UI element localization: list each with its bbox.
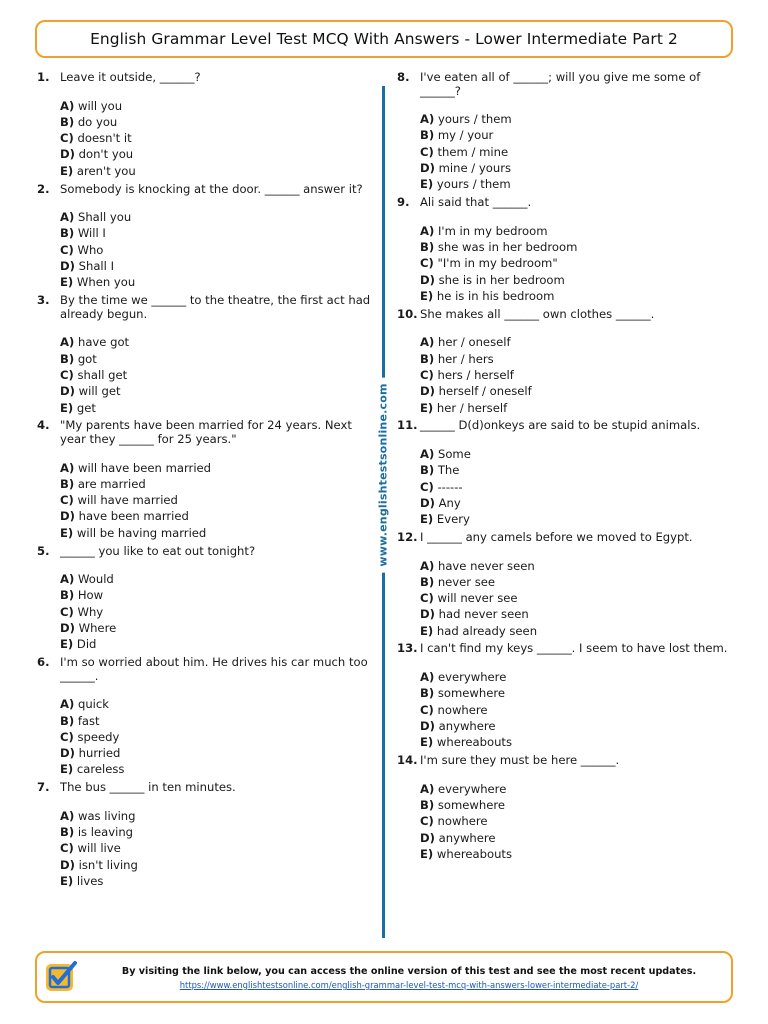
answer-option xyxy=(60,492,377,508)
answer-option xyxy=(60,460,377,476)
option-text: Shall you xyxy=(77,210,132,225)
answer-option xyxy=(420,702,737,718)
option-text: whereabouts xyxy=(436,735,513,750)
answer-option xyxy=(420,623,737,639)
answer-option xyxy=(60,274,377,290)
option-letter: B) xyxy=(420,240,435,255)
question-item xyxy=(37,71,377,179)
option-text: will have been married xyxy=(77,460,212,475)
option-letter: B) xyxy=(420,686,435,701)
option-letter: B) xyxy=(420,128,435,143)
question-header xyxy=(37,545,377,559)
option-letter: D) xyxy=(420,607,435,622)
answer-option xyxy=(60,696,377,712)
footer-box xyxy=(35,951,733,1003)
answer-option xyxy=(420,367,737,383)
option-text: yours / them xyxy=(436,177,511,192)
question-number: 4. xyxy=(37,418,50,433)
option-text: Any xyxy=(438,495,461,510)
option-text: will have married xyxy=(77,493,178,508)
option-text: nowhere xyxy=(437,814,488,829)
option-letter: D) xyxy=(420,272,435,287)
option-letter: D) xyxy=(60,509,75,524)
answer-option xyxy=(420,574,737,590)
watermark-text: www.englishtestsonline.com xyxy=(377,377,390,572)
answer-option xyxy=(60,146,377,162)
question-item xyxy=(397,308,737,416)
footer-text: By visiting the link below, you can access the online version of this test and see the most recent updates. xyxy=(121,966,697,977)
footer-link[interactable]: https://www.englishtestsonline.com/english-grammar-level-test-mcq-with-answers-lower-intermediate-part-2/ xyxy=(179,980,639,990)
answer-options xyxy=(37,696,377,777)
option-letter: A) xyxy=(420,112,435,127)
option-letter: C) xyxy=(60,131,74,146)
option-letter: E) xyxy=(420,177,434,192)
option-letter: B) xyxy=(420,797,435,812)
question-header xyxy=(37,656,377,683)
answer-option xyxy=(60,98,377,114)
answer-option xyxy=(420,160,737,176)
question-number: 14. xyxy=(397,753,418,768)
question-item xyxy=(37,781,377,889)
option-text: fast xyxy=(77,713,100,728)
answer-option xyxy=(420,830,737,846)
option-letter: C) xyxy=(60,604,74,619)
answer-option xyxy=(60,571,377,587)
question-header xyxy=(397,196,737,210)
answer-option xyxy=(420,669,737,685)
option-letter: B) xyxy=(60,476,75,491)
option-text: lives xyxy=(76,874,104,889)
answer-option xyxy=(60,476,377,492)
answer-option xyxy=(60,130,377,146)
question-number: 13. xyxy=(397,641,418,656)
option-text: Some xyxy=(437,446,471,461)
option-letter: C) xyxy=(420,479,434,494)
answer-option xyxy=(420,479,737,495)
answer-option xyxy=(60,367,377,383)
question-header xyxy=(397,71,737,98)
option-text: got xyxy=(77,351,97,366)
answer-option xyxy=(420,223,737,239)
answer-options xyxy=(397,334,737,415)
option-text: yours / them xyxy=(437,112,512,127)
answer-option xyxy=(60,334,377,350)
option-text: Will I xyxy=(77,226,106,241)
option-text: will be having married xyxy=(76,525,207,540)
option-text: will get xyxy=(78,384,121,399)
answer-option xyxy=(60,351,377,367)
question-number: 1. xyxy=(37,70,50,84)
option-letter: E) xyxy=(420,735,434,750)
answer-option xyxy=(60,824,377,840)
question-item xyxy=(37,545,377,653)
answer-option xyxy=(60,873,377,889)
option-letter: A) xyxy=(60,460,75,475)
option-text: get xyxy=(76,400,96,415)
option-letter: A) xyxy=(60,808,75,823)
option-text: I'm in my bedroom xyxy=(437,223,548,238)
option-text: had never seen xyxy=(438,607,529,622)
option-letter: E) xyxy=(420,512,434,527)
question-header xyxy=(37,183,377,197)
answer-option xyxy=(420,685,737,701)
option-letter: C) xyxy=(60,242,74,257)
option-letter: B) xyxy=(420,574,435,589)
option-letter: D) xyxy=(420,161,435,176)
option-letter: D) xyxy=(60,147,75,162)
option-letter: D) xyxy=(420,495,435,510)
question-number: 7. xyxy=(37,780,50,795)
question-text: I can't find my keys ______. I seem to have lost them. xyxy=(420,641,728,656)
option-letter: B) xyxy=(60,114,75,129)
question-header xyxy=(37,71,377,85)
option-letter: C) xyxy=(60,729,74,744)
option-letter: E) xyxy=(60,874,74,889)
option-text: he is in his bedroom xyxy=(436,288,555,303)
answer-option xyxy=(420,383,737,399)
question-item xyxy=(397,531,737,639)
option-letter: C) xyxy=(420,144,434,159)
option-letter: B) xyxy=(420,351,435,366)
answer-option xyxy=(60,258,377,274)
answer-option xyxy=(60,729,377,745)
option-letter: E) xyxy=(60,163,74,178)
option-text: Did xyxy=(76,637,97,652)
option-letter: E) xyxy=(420,846,434,861)
option-text: are married xyxy=(77,476,146,491)
option-text: have never seen xyxy=(437,558,535,573)
option-text: will live xyxy=(77,841,121,856)
option-letter: A) xyxy=(60,335,75,350)
answer-option xyxy=(60,163,377,179)
option-text: anywhere xyxy=(438,718,496,733)
question-text: I ______ any camels before we moved to Egypt. xyxy=(420,529,693,544)
left-question-column xyxy=(37,71,377,893)
answer-options xyxy=(397,446,737,527)
option-text: was living xyxy=(77,808,136,823)
question-item xyxy=(397,71,737,193)
option-text: Who xyxy=(77,242,104,257)
question-item xyxy=(397,419,737,527)
question-number: 10. xyxy=(397,306,418,321)
answer-option xyxy=(420,813,737,829)
option-letter: E) xyxy=(60,525,74,540)
question-item xyxy=(397,754,737,862)
option-letter: A) xyxy=(420,446,435,461)
answer-options xyxy=(37,571,377,652)
option-letter: D) xyxy=(420,830,435,845)
option-text: "I'm in my bedroom" xyxy=(437,256,558,271)
option-text: hers / herself xyxy=(437,367,514,382)
answer-option xyxy=(60,808,377,824)
question-item xyxy=(37,183,377,291)
answer-option xyxy=(60,604,377,620)
answer-option xyxy=(60,525,377,541)
answer-option xyxy=(420,176,737,192)
question-text: Leave it outside, ______? xyxy=(60,70,201,84)
answer-option xyxy=(60,713,377,729)
option-letter: A) xyxy=(60,210,75,225)
option-text: anywhere xyxy=(438,830,496,845)
question-text: ______ D(d)onkeys are said to be stupid animals. xyxy=(420,418,701,433)
option-text: doesn't it xyxy=(77,131,132,146)
option-text: never see xyxy=(437,574,496,589)
question-text: By the time we ______ to the theatre, the first act had already begun. xyxy=(60,293,371,321)
question-number: 8. xyxy=(397,70,410,84)
answer-options xyxy=(37,460,377,541)
option-letter: D) xyxy=(60,620,75,635)
question-header xyxy=(397,308,737,322)
question-text: I'm sure they must be here ______. xyxy=(420,753,620,768)
answer-option xyxy=(60,857,377,873)
option-text: everywhere xyxy=(437,670,507,685)
answer-option xyxy=(420,288,737,304)
answer-option xyxy=(60,587,377,603)
option-letter: D) xyxy=(420,718,435,733)
option-text: shall get xyxy=(77,367,128,382)
question-number: 5. xyxy=(37,543,50,558)
option-letter: B) xyxy=(60,713,75,728)
question-header xyxy=(37,419,377,446)
question-header xyxy=(397,419,737,433)
question-number: 2. xyxy=(37,181,50,196)
question-text: Somebody is knocking at the door. ______ answer it? xyxy=(60,181,363,196)
answer-options xyxy=(37,334,377,415)
answer-option xyxy=(60,761,377,777)
question-text: The bus ______ in ten minutes. xyxy=(60,780,236,795)
option-letter: A) xyxy=(420,781,435,796)
option-letter: B) xyxy=(420,463,435,478)
option-letter: E) xyxy=(60,762,74,777)
question-text: Ali said that ______. xyxy=(420,195,532,210)
option-text: them / mine xyxy=(437,144,509,159)
question-number: 12. xyxy=(397,529,418,544)
answer-option xyxy=(420,781,737,797)
answer-option xyxy=(60,620,377,636)
option-text: speedy xyxy=(77,729,120,744)
answer-option xyxy=(420,111,737,127)
option-letter: D) xyxy=(60,384,75,399)
page-title: English Grammar Level Test MCQ With Answers - Lower Intermediate Part 2 xyxy=(90,30,678,48)
answer-option xyxy=(420,511,737,527)
option-text: everywhere xyxy=(437,781,507,796)
option-letter: D) xyxy=(60,746,75,761)
answer-options xyxy=(397,223,737,304)
option-letter: B) xyxy=(60,226,75,241)
option-text: don't you xyxy=(78,147,134,162)
option-letter: D) xyxy=(420,384,435,399)
option-letter: E) xyxy=(420,623,434,638)
answer-options xyxy=(397,558,737,639)
title-box xyxy=(35,20,733,58)
option-letter: E) xyxy=(420,400,434,415)
option-text: do you xyxy=(77,114,118,129)
question-number: 3. xyxy=(37,293,50,308)
option-text: hurried xyxy=(78,746,121,761)
answer-option xyxy=(60,225,377,241)
answer-option xyxy=(60,242,377,258)
option-text: she was in her bedroom xyxy=(437,240,578,255)
option-text: will never see xyxy=(437,591,518,606)
option-letter: C) xyxy=(60,841,74,856)
answer-option xyxy=(420,558,737,574)
option-text: her / hers xyxy=(437,351,494,366)
option-text: have got xyxy=(77,335,130,350)
answer-option xyxy=(60,209,377,225)
option-text: ------ xyxy=(437,479,463,494)
option-text: Why xyxy=(77,604,104,619)
answer-option xyxy=(420,495,737,511)
answer-option xyxy=(420,462,737,478)
answer-options xyxy=(37,808,377,889)
question-item xyxy=(37,656,377,778)
option-letter: C) xyxy=(420,591,434,606)
answer-option xyxy=(420,334,737,350)
question-text: I'm so worried about him. He drives his car much too ______. xyxy=(60,655,368,683)
answer-option xyxy=(420,351,737,367)
question-header xyxy=(37,781,377,795)
option-text: whereabouts xyxy=(436,846,513,861)
option-letter: C) xyxy=(420,367,434,382)
option-letter: E) xyxy=(60,275,74,290)
answer-option xyxy=(60,745,377,761)
option-letter: D) xyxy=(60,857,75,872)
question-text: "My parents have been married for 24 years. Next year they ______ for 25 years." xyxy=(60,418,352,446)
answer-option xyxy=(420,846,737,862)
option-letter: C) xyxy=(420,814,434,829)
question-item xyxy=(37,294,377,416)
question-text: ______ you like to eat out tonight? xyxy=(60,543,256,558)
answer-option xyxy=(420,400,737,416)
answer-options xyxy=(397,111,737,192)
option-text: aren't you xyxy=(76,163,136,178)
question-item xyxy=(37,419,377,541)
option-letter: B) xyxy=(60,351,75,366)
option-text: somewhere xyxy=(437,797,505,812)
option-text: careless xyxy=(76,762,125,777)
answer-option xyxy=(60,508,377,524)
option-letter: B) xyxy=(60,825,75,840)
option-letter: E) xyxy=(60,637,74,652)
option-letter: A) xyxy=(420,558,435,573)
option-letter: A) xyxy=(420,223,435,238)
option-text: will you xyxy=(77,98,123,113)
answer-option xyxy=(420,144,737,160)
checkbox-icon xyxy=(45,961,77,993)
option-letter: A) xyxy=(420,335,435,350)
answer-option xyxy=(60,636,377,652)
answer-option xyxy=(420,718,737,734)
answer-option xyxy=(420,797,737,813)
option-text: quick xyxy=(77,697,109,712)
question-text: I've eaten all of ______; will you give me some of ______? xyxy=(420,70,701,98)
option-text: had already seen xyxy=(436,623,538,638)
option-text: her / herself xyxy=(436,400,508,415)
option-text: Where xyxy=(78,620,117,635)
question-header xyxy=(37,294,377,321)
option-text: Shall I xyxy=(78,259,114,274)
question-number: 9. xyxy=(397,195,410,210)
option-letter: A) xyxy=(60,572,75,587)
option-letter: B) xyxy=(60,588,75,603)
option-text: The xyxy=(437,463,460,478)
question-number: 11. xyxy=(397,418,418,433)
question-text: She makes all ______ own clothes ______. xyxy=(420,306,655,321)
option-letter: C) xyxy=(420,256,434,271)
option-text: nowhere xyxy=(437,702,488,717)
option-letter: D) xyxy=(60,259,75,274)
answer-option xyxy=(420,606,737,622)
option-letter: A) xyxy=(60,697,75,712)
answer-options xyxy=(37,209,377,290)
answer-options xyxy=(37,98,377,179)
option-text: is leaving xyxy=(77,825,134,840)
question-header xyxy=(397,642,737,656)
answer-option xyxy=(60,840,377,856)
option-letter: E) xyxy=(60,400,74,415)
answer-options xyxy=(397,669,737,750)
option-text: mine / yours xyxy=(438,161,512,176)
answer-option xyxy=(420,446,737,462)
answer-option xyxy=(60,400,377,416)
option-text: have been married xyxy=(78,509,189,524)
option-letter: C) xyxy=(60,367,74,382)
right-question-column xyxy=(397,71,737,866)
question-header xyxy=(397,754,737,768)
answer-option xyxy=(420,255,737,271)
option-text: isn't living xyxy=(78,857,138,872)
option-letter: A) xyxy=(60,98,75,113)
question-item xyxy=(397,642,737,750)
option-text: my / your xyxy=(437,128,494,143)
question-item xyxy=(397,196,737,304)
option-letter: C) xyxy=(60,493,74,508)
option-letter: E) xyxy=(420,288,434,303)
question-header xyxy=(397,531,737,545)
answer-option xyxy=(420,734,737,750)
option-letter: C) xyxy=(420,702,434,717)
question-number: 6. xyxy=(37,655,50,670)
answer-option xyxy=(420,127,737,143)
answer-option xyxy=(420,272,737,288)
option-text: Would xyxy=(77,572,114,587)
option-text: Every xyxy=(436,512,470,527)
option-text: When you xyxy=(76,275,136,290)
answer-option xyxy=(420,239,737,255)
option-text: she is in her bedroom xyxy=(438,272,565,287)
option-text: herself / oneself xyxy=(438,384,532,399)
option-text: her / oneself xyxy=(437,335,511,350)
answer-option xyxy=(60,383,377,399)
answer-option xyxy=(60,114,377,130)
option-text: somewhere xyxy=(437,686,505,701)
option-text: How xyxy=(77,588,104,603)
option-letter: A) xyxy=(420,670,435,685)
answer-options xyxy=(397,781,737,862)
answer-option xyxy=(420,590,737,606)
